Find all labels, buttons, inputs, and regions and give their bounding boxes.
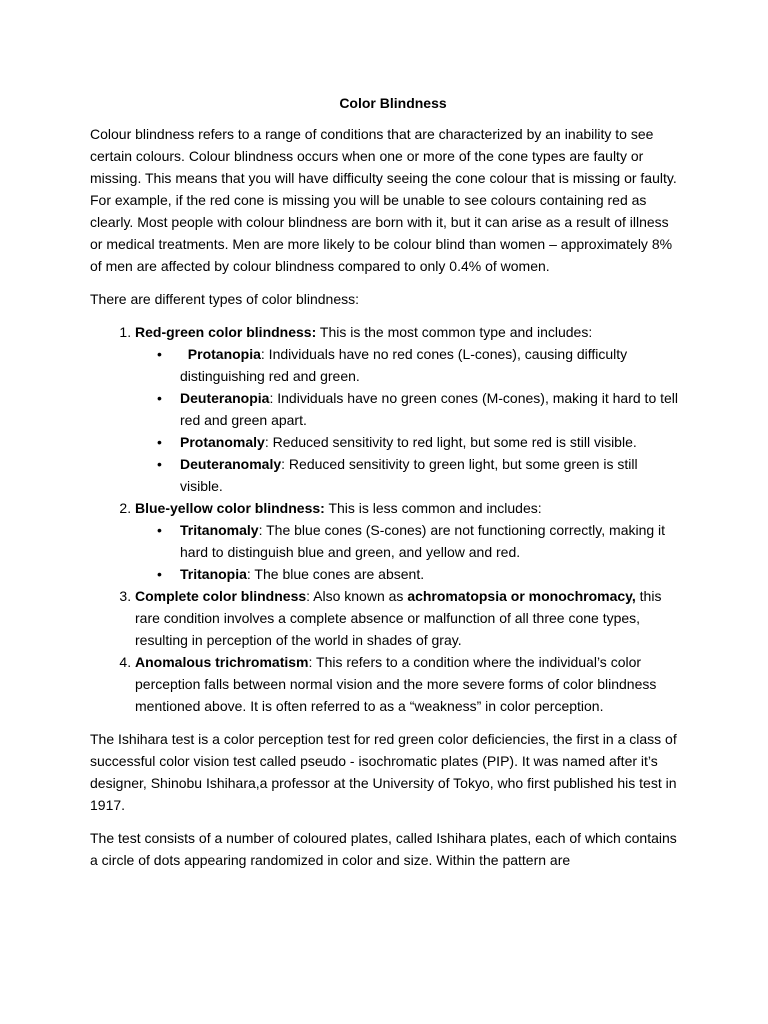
subtype-list [135,519,680,585]
intro-paragraph: Colour blindness refers to a range of conditions that are characterized by an inability to see certain colours. Colour blindness occurs when one or more of the cone types are faulty or missing. This means that you will have difficulty seeing the cone colour that is missing or faulty. For example, if the red cone is missing you will be unable to see colours containing red as clearly. Most people with colour blindness are born with it, but it can arise as a result of illness or medical treatments. Men are more likely to be colour blind than women – approximately 8% of men are affected by colour blindness compared to only 0.4% of women. [90,126,677,274]
type-description: This is less common and includes: [324,500,542,516]
type-item-blue-yellow [135,497,680,585]
type-name: Red-green color blindness: [135,324,317,340]
subtype-description: : Reduced sensitivity to green light, but some green is still visible. [180,456,638,494]
subtype-item-deuteranomaly [180,453,680,497]
type-item-anomalous-trichromatism [135,651,680,717]
subtype-description: : The blue cones are absent. [246,566,425,582]
subtype-item-tritanopia [180,563,680,585]
type-item-red-green [135,321,680,497]
type-emphasis: achromatopsia or monochromacy, [407,588,636,604]
ishihara-paragraph: The Ishihara test is a color perception test for red green color deficiencies, the first in a class of successful color vision test called pseudo - isochromatic plates (PIP). It was named after it’s designer, Shinobu Ishihara,a professor at the University of Tokyo, who first published his test in 1917. [90,731,677,813]
type-name: Blue-yellow color blindness: [135,500,325,516]
plates-paragraph: The test consists of a number of coloured plates, called Ishihara plates, each of which contains a circle of dots appearing randomized in color and size. Within the pattern are [90,830,677,868]
type-name: Complete color blindness [135,588,307,604]
subtype-name: Tritanomaly [180,522,259,538]
type-item-complete [135,585,680,651]
types-intro-paragraph: There are different types of color blindness: [90,291,360,307]
subtype-description: : Reduced sensitivity to red light, but some red is still visible. [264,434,637,450]
type-description: : This refers to a condition where the individual’s color perception falls between normal vision and the more severe forms of color blindness mentioned above. It is often referred to as a “weakness” in color perception. [135,654,657,714]
type-description-continued: this rare condition involves a complete absence or malfunction of all three cone types, resulting in perception of the world in shades of gray. [135,588,662,648]
type-name: Anomalous trichromatism [135,654,309,670]
subtype-name: Tritanopia [180,566,247,582]
subtype-item-deuteranopia [180,387,680,431]
subtype-item-tritanomaly [180,519,680,563]
subtype-item-protanopia [180,343,680,387]
document-title: Color Blindness [339,95,447,111]
subtype-name: Protanomaly [180,434,265,450]
document-body [90,92,680,882]
subtype-name: Protanopia [187,346,261,362]
subtype-name: Deuteranopia [180,390,270,406]
type-description: This is the most common type and includes: [316,324,593,340]
subtype-name: Deuteranomaly [180,456,282,472]
subtype-description: : The blue cones (S-cones) are not functioning correctly, making it hard to distinguish blue and green, and yellow and red. [180,522,666,560]
subtype-description: : Individuals have no red cones (L-cones), causing difficulty distinguishing red and green. [180,346,628,384]
subtype-item-protanomaly [180,431,680,453]
subtype-description: : Individuals have no green cones (M-cones), making it hard to tell red and green apart. [180,390,679,428]
subtype-list [135,343,680,497]
type-description: : Also known as [306,588,408,604]
types-list [90,321,680,717]
